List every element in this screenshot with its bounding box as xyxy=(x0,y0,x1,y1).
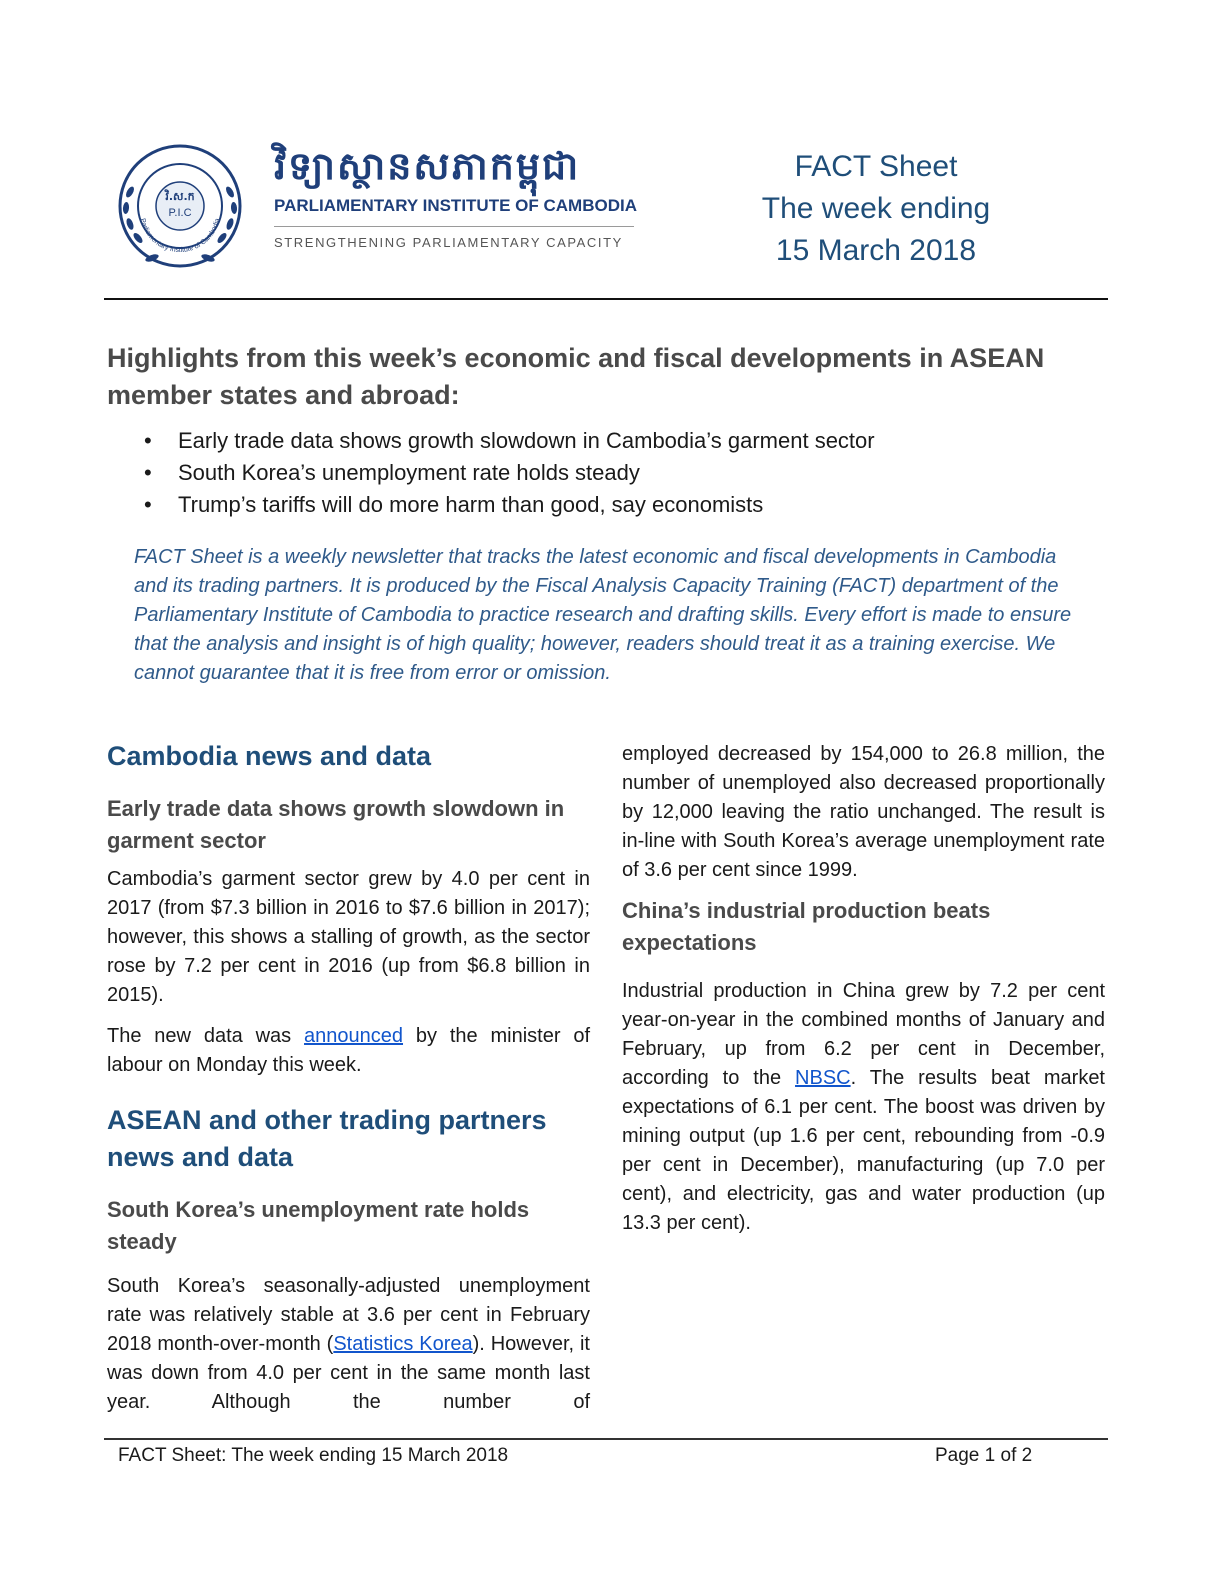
institute-tagline: STRENGTHENING PARLIAMENTARY CAPACITY xyxy=(274,235,623,250)
korea-paragraph-continued: employed decreased by 154,000 to 26.8 million, the number of unemployed also decreased proportionally by 12,000 leaving the ratio unchanged. The result is in-line with South Korea’s average unemployment rate of 3.6 per cent since 1999. xyxy=(622,743,1105,881)
seal-top-text: វិ.ស.ក xyxy=(165,190,195,203)
highlight-item: • South Korea’s unemployment rate holds steady xyxy=(140,457,875,489)
fact-sheet-title xyxy=(726,146,1026,272)
announced-link[interactable]: announced xyxy=(304,1025,404,1047)
institute-brand xyxy=(274,142,644,250)
announcement-paragraph: The new data was announced by the minister of labour on Monday this week. xyxy=(107,1025,591,1076)
highlights-list xyxy=(140,425,875,521)
highlight-item: • Early trade data shows growth slowdown in Cambodia’s garment sector xyxy=(140,425,875,457)
garment-article-title: Early trade data shows growth slowdown in garment sector xyxy=(107,796,565,853)
header-divider xyxy=(104,298,1108,300)
fact-title-line-2: The week ending xyxy=(761,192,991,225)
left-column xyxy=(107,738,590,1417)
footer-divider xyxy=(104,1438,1108,1440)
china-article-title: China’s industrial production beats expectations xyxy=(622,898,991,955)
seal-center-text: P.I.C xyxy=(168,207,192,219)
fact-title-line-1: FACT Sheet xyxy=(794,150,958,183)
bullet-icon: • xyxy=(144,428,152,453)
cambodia-section-title: Cambodia news and data xyxy=(107,741,432,771)
garment-paragraph: Cambodia’s garment sector grew by 4.0 per cent in 2017 (from $7.3 billion in 2016 to $7.6 billion in 2017); however, this shows a stalling of growth, as the sector rose by 7.2 per cent in 2016 (up from $6.8 billion in 2015). xyxy=(107,868,590,1006)
page-number: Page 1 of 2 xyxy=(935,1445,1033,1466)
seal-ring-text: Parliamentary Institute of Cambodia xyxy=(138,217,222,255)
china-paragraph: Industrial production in China grew by 7.2 per cent year-on-year in the combined months of January and February, up from 6.2 per cent in December, according to the NBSC. The results beat market expectations of 6.1 per cent. The boost was driven by mining output (up 1.6 per cent, rebounding from -0.9 per cent in December), manufacturing (up 7.0 per cent), and electricity, gas and water production (up 13.3 per cent). xyxy=(622,980,1105,1234)
bullet-icon: • xyxy=(144,492,152,517)
brand-divider xyxy=(274,226,634,227)
highlight-item: • Trump’s tariffs will do more harm than good, say economists xyxy=(140,489,875,521)
document-header xyxy=(106,130,1108,290)
asean-section-title: ASEAN and other trading partners news and data xyxy=(107,1105,547,1172)
nbsc-link[interactable]: NBSC xyxy=(795,1067,851,1089)
korea-article-title: South Korea’s unemployment rate holds steady xyxy=(107,1197,530,1254)
statistics-korea-link[interactable]: Statistics Korea xyxy=(333,1333,473,1355)
right-column xyxy=(622,740,1105,1238)
footer-title: FACT Sheet: The week ending 15 March 2018 xyxy=(118,1445,509,1466)
korea-paragraph: South Korea’s seasonally-adjusted unemployment rate was relatively stable at 3.6 per cent in February 2018 month-over-month (Statistics Korea). However, it was down from 4.0 per cent in the same month last year. Although the number of xyxy=(107,1275,590,1413)
newsletter-intro: FACT Sheet is a weekly newsletter that tracks the latest economic and fiscal developments in Cambodia and its trading partners. It is produced by the Fiscal Analysis Capacity Training (FACT) department of the Parliamentary Institute of Cambodia to practice research and drafting skills. Every effort is made to ensure that the analysis and insight is of high quality; however, readers should treat it as a training exercise. We cannot guarantee that it is free from error or omission. xyxy=(134,546,1072,684)
bullet-icon: • xyxy=(144,460,152,485)
institute-name: PARLIAMENTARY INSTITUTE OF CAMBODIA xyxy=(274,196,637,215)
fact-title-line-3: 15 March 2018 xyxy=(775,234,977,267)
pic-seal-logo xyxy=(116,142,244,270)
highlights-heading: Highlights from this week’s economic and fiscal developments in ASEAN member states and abroad: xyxy=(107,343,1045,410)
khmer-institute-name: វិទ្យាស្ថានសភាកម្ពុជា xyxy=(274,143,581,188)
